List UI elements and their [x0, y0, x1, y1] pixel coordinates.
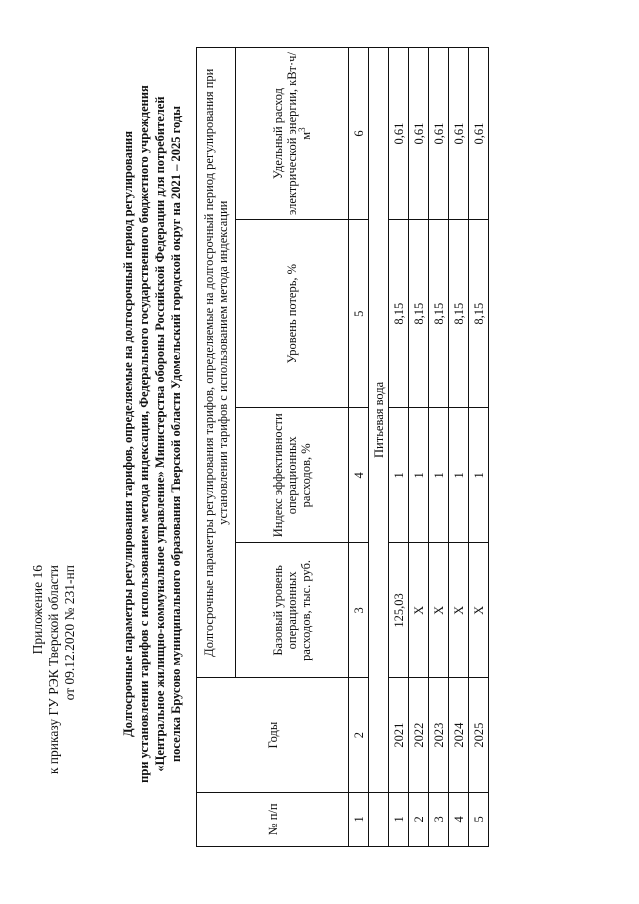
- row-base-level: Х: [449, 543, 469, 678]
- appendix-note: [30, 565, 78, 774]
- title-line-4: поселка Брусово муниципального образования Тверской области Удомельский городской округ на 2021 – 2025 годы: [169, 105, 183, 763]
- title-line-1: Долгосрочные параметры регулирования тарифов, определяемые на долгосрочный период регулирования: [121, 131, 135, 738]
- row-efficiency-index: 1: [449, 408, 469, 543]
- row-loss-level: 8,15: [469, 220, 489, 408]
- row-efficiency-index: 1: [469, 408, 489, 543]
- table-row: [449, 48, 469, 847]
- row-no: 5: [469, 792, 489, 846]
- row-efficiency-index: 1: [389, 408, 409, 543]
- section-title: Питьевая вода: [369, 48, 389, 793]
- row-no: 2: [409, 792, 429, 846]
- row-no: 4: [449, 792, 469, 846]
- header-no: № п/п: [197, 792, 349, 846]
- table-row: [469, 48, 489, 847]
- header-base-level: Базовый уровень операционных расходов, тыс. руб.: [236, 543, 349, 678]
- section-spacer: [369, 792, 389, 846]
- section-row: [369, 48, 389, 847]
- header-years: Годы: [197, 678, 349, 792]
- row-year: 2022: [409, 678, 429, 792]
- row-loss-level: 8,15: [409, 220, 429, 408]
- row-efficiency-index: 1: [409, 408, 429, 543]
- column-number: 4: [349, 408, 369, 543]
- column-number: 5: [349, 220, 369, 408]
- row-year: 2025: [469, 678, 489, 792]
- header-efficiency-index: Индекс эффективности операционных расходов, %: [236, 408, 349, 543]
- column-number: 6: [349, 48, 369, 220]
- column-number: 1: [349, 792, 369, 846]
- row-year: 2021: [389, 678, 409, 792]
- row-base-level: Х: [469, 543, 489, 678]
- row-efficiency-index: 1: [429, 408, 449, 543]
- header-specific-sup: 3: [296, 127, 307, 132]
- appendix-line-2: к приказу ГУ РЭК Тверской области: [46, 565, 61, 775]
- row-loss-level: 8,15: [389, 220, 409, 408]
- row-specific-consumption: 0,61: [469, 48, 489, 220]
- row-base-level: 125,03: [389, 543, 409, 678]
- column-number: 3: [349, 543, 369, 678]
- title-line-2: при установлении тарифов с использованием метода индексации, Федерального государственного бюджетного учреждения: [137, 85, 151, 783]
- table-row: [429, 48, 449, 847]
- row-no: 1: [389, 792, 409, 846]
- header-group: Долгосрочные параметры регулирования тарифов, определяемые на долгосрочный период регулирования при установлении тарифов с использованием метода индексации: [197, 48, 236, 678]
- header-loss-level: Уровень потерь, %: [236, 220, 349, 408]
- row-specific-consumption: 0,61: [429, 48, 449, 220]
- row-year: 2023: [429, 678, 449, 792]
- row-no: 3: [429, 792, 449, 846]
- header-specific-text: Удельный расход электрической энергии, кВт·ч/м: [271, 52, 313, 216]
- table-row: [389, 48, 409, 847]
- appendix-line-3: от 09.12.2020 № 231-нп: [62, 565, 77, 701]
- document-title: [120, 24, 184, 844]
- title-line-3: «Центральное жилищно-коммунальное управление» Министерства обороны Российской Федерации для потребителей: [153, 96, 167, 772]
- header-row-1: [197, 48, 236, 847]
- row-loss-level: 8,15: [429, 220, 449, 408]
- row-specific-consumption: 0,61: [409, 48, 429, 220]
- row-specific-consumption: 0,61: [449, 48, 469, 220]
- row-base-level: Х: [409, 543, 429, 678]
- parameters-table: [196, 47, 489, 847]
- column-number: 2: [349, 678, 369, 792]
- header-specific-consumption: [236, 48, 349, 220]
- row-loss-level: 8,15: [449, 220, 469, 408]
- table-row: [409, 48, 429, 847]
- column-number-row: [349, 48, 369, 847]
- row-specific-consumption: 0,61: [389, 48, 409, 220]
- row-year: 2024: [449, 678, 469, 792]
- appendix-line-1: Приложение 16: [30, 565, 45, 655]
- row-base-level: Х: [429, 543, 449, 678]
